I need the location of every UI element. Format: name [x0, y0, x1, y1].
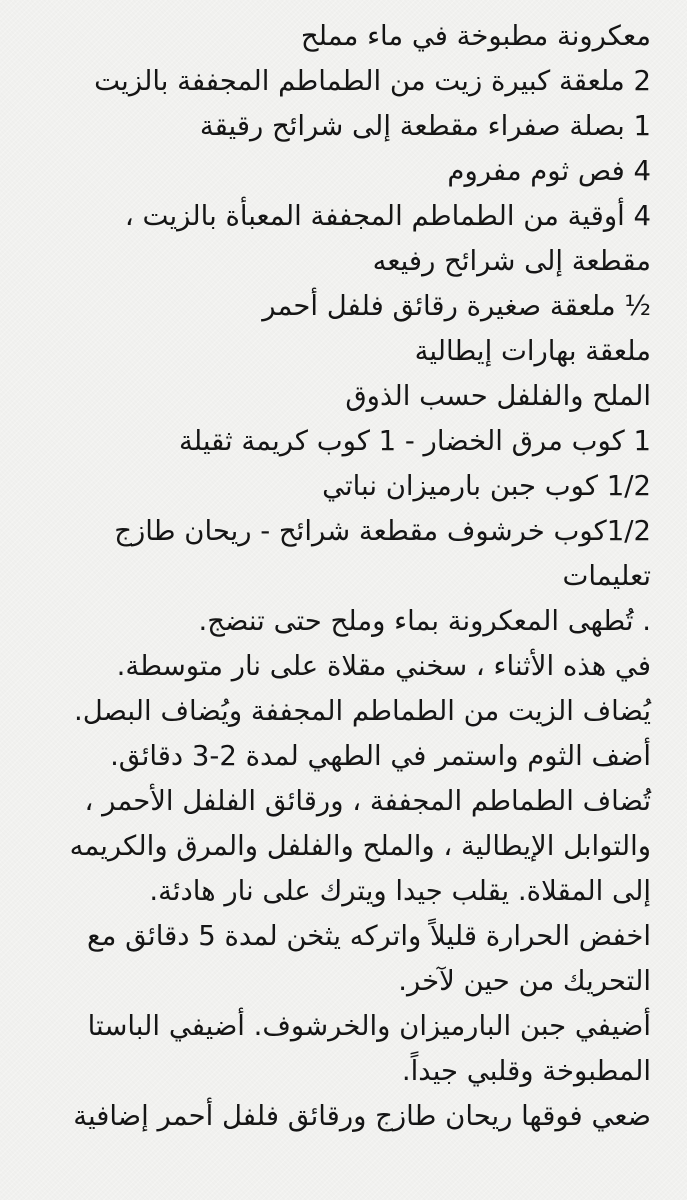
ingredient-line: 1 بصلة صفراء مقطعة إلى شرائح رقيقة: [199, 110, 651, 142]
instruction-line: أضف الثوم واستمر في الطهي لمدة 2-3 دقائق.: [110, 740, 651, 772]
ingredient-line: 1/2كوب خرشوف مقطعة شرائح - ريحان طازج: [114, 515, 651, 547]
instruction-line: أضيفي جبن البارميزان والخرشوف. أضيفي الباستا: [87, 1010, 651, 1042]
ingredient-line: 4 فص ثوم مفروم: [447, 155, 651, 187]
instruction-line: اخفض الحرارة قليلاً واتركه يثخن لمدة 5 دقائق مع: [87, 920, 651, 952]
ingredient-line: 1/2 كوب جبن بارميزان نباتي: [322, 470, 651, 502]
ingredient-line: ½ ملعقة صغيرة رقائق فلفل أحمر: [262, 290, 651, 322]
ingredient-line: 4 أوقية من الطماطم المجففة المعبأة بالزيت ،: [124, 200, 651, 232]
ingredient-line: مقطعة إلى شرائح رفيعه: [372, 245, 651, 277]
instructions-heading: تعليمات: [562, 560, 651, 592]
ingredient-line: 2 ملعقة كبيرة زيت من الطماطم المجففة بالزيت: [94, 65, 651, 97]
instruction-line: يُضاف الزيت من الطماطم المجففة ويُضاف البصل.: [73, 695, 651, 727]
instruction-line: والتوابل الإيطالية ، والملح والفلفل والمرق والكريمه: [69, 830, 651, 862]
ingredient-line: الملح والفلفل حسب الذوق: [345, 380, 651, 412]
ingredient-line: ملعقة بهارات إيطالية: [414, 335, 651, 367]
instruction-line: التحريك من حين لآخر.: [398, 965, 651, 997]
instruction-line: تُضاف الطماطم المجففة ، ورقائق الفلفل الأحمر ،: [84, 785, 651, 817]
instruction-line: ضعي فوقها ريحان طازج ورقائق فلفل أحمر إضافية: [73, 1100, 651, 1132]
ingredient-line: معكرونة مطبوخة في ماء مملح: [300, 20, 651, 52]
instruction-line: إلى المقلاة. يقلب جيدا ويترك على نار هادئة.: [149, 875, 651, 907]
instruction-line: المطبوخة وقلبي جيداً.: [401, 1055, 651, 1087]
instruction-line: في هذه الأثناء ، سخني مقلاة على نار متوسطة.: [116, 650, 651, 682]
ingredient-line: 1 كوب مرق الخضار - 1 كوب كريمة ثقيلة: [178, 425, 651, 457]
instruction-line: . تُطهى المعكرونة بماء وملح حتى تنضج.: [198, 605, 651, 637]
recipe-note-body: [0, 14, 687, 1139]
